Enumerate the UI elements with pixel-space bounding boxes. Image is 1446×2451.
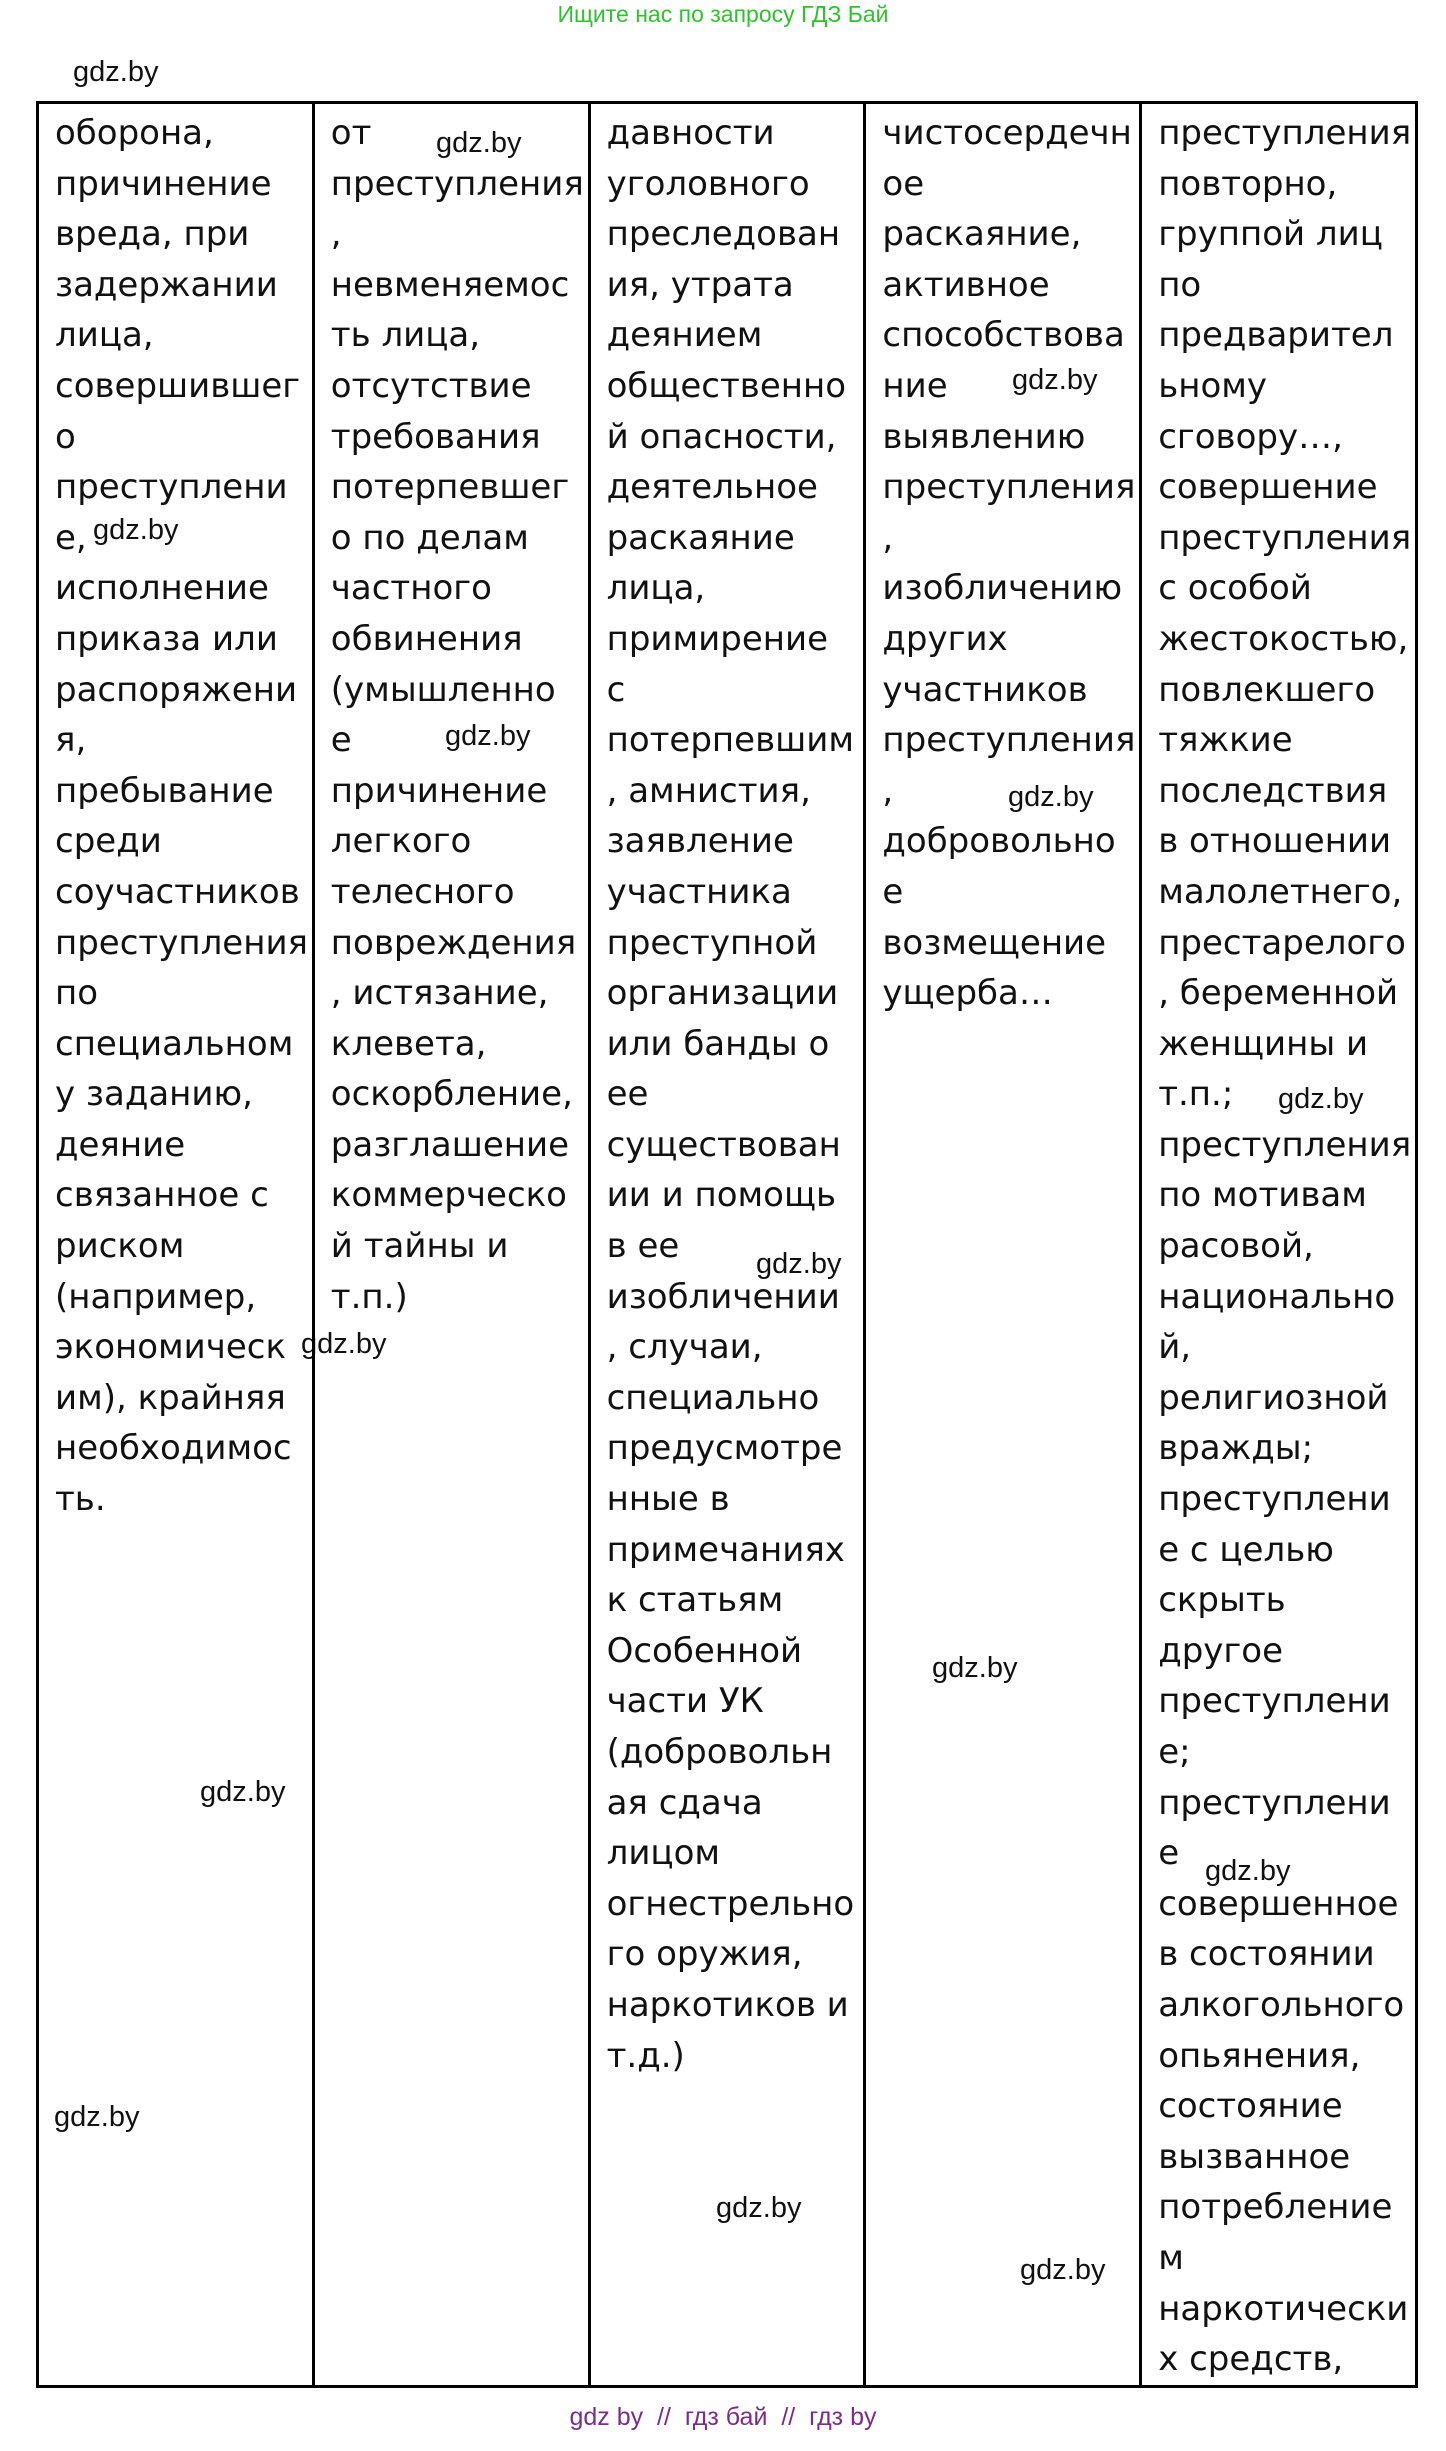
top-banner: Ищите нас по запросу ГДЗ Бай (557, 1, 889, 27)
cell-text-line: причинение (55, 163, 272, 204)
cell-text-line: исполнение (55, 568, 269, 609)
cell-text-line: ть. (55, 1479, 106, 1520)
cell-text-line: им), крайняя (55, 1377, 286, 1418)
cell-text-line: лицом (606, 1833, 721, 1874)
cell-text-line: о (55, 416, 76, 457)
cell-text-line: преступлени (1158, 1479, 1391, 1520)
cell-text-line: , истязание, (330, 973, 549, 1014)
cell-text-line: (умышленно (330, 669, 556, 710)
cell-text-line: вреда, при (55, 214, 250, 255)
cell-text-line: оскорбление, (330, 1074, 573, 1115)
cell-text-line: способствова (882, 315, 1125, 356)
cell-text-line: совершенное (1158, 1883, 1399, 1924)
cell-text-line: с (606, 669, 626, 710)
cell-text-line: части УК (606, 1681, 764, 1722)
cell-text-line: преступления (1158, 113, 1412, 153)
watermark: gdz.by (1008, 781, 1094, 813)
watermark: gdz.by (716, 2192, 802, 2224)
cell-text-line: другое (1158, 1630, 1283, 1671)
cell-text-line: , амнистия, (606, 770, 811, 811)
cell-text-line: преступлени (1158, 1782, 1391, 1823)
cell-text-line: (добровольн (606, 1732, 833, 1772)
cell-text-line: активное (882, 264, 1050, 305)
cell-text-line: специально (606, 1377, 820, 1418)
cell-text-line: по мотивам (1158, 1175, 1367, 1216)
cell-text-line: опьянения, (1158, 2035, 1361, 2076)
cell-text-line: я, (55, 720, 87, 761)
cell-text-line: причинение (330, 770, 548, 811)
cell-text-line: о по делам (330, 517, 529, 558)
table-cell-3 (589, 103, 865, 2387)
cell-text-line: ая сдача (606, 1782, 763, 1823)
cell-text-line: клевета, (330, 1023, 487, 1064)
cell-text-line: примечаниях (606, 1529, 845, 1570)
cell-text-line: легкого (330, 821, 472, 862)
cell-text-line: малолетнего, (1158, 871, 1403, 912)
cell-text-line: или банды о (606, 1023, 830, 1064)
cell-text-line: изобличении (606, 1276, 840, 1317)
cell-text-line: приказа или (55, 618, 278, 659)
cell-text-line: выявлению (882, 416, 1086, 457)
cell-text-line: необходимос (55, 1428, 292, 1469)
cell-text-line: раскаяние, (882, 214, 1082, 255)
cell-text-line: жестокостью, (1158, 618, 1409, 659)
cell-text-line: е с целью (1158, 1529, 1334, 1570)
cell-text-line: обвинения (330, 618, 523, 659)
cell-text-line: сговору…, (1158, 416, 1343, 457)
cell-text-line: задержании (55, 264, 278, 305)
cell-text-line: в отношении (1158, 821, 1392, 862)
cell-text-line: е (330, 720, 352, 761)
cell-text-line: предварител (1158, 315, 1394, 356)
table-cell-5 (1141, 103, 1417, 2387)
cell-text-line: общественно (606, 365, 847, 406)
cell-text-line: й тайны и (330, 1226, 509, 1267)
cell-text-line: огнестрельно (606, 1883, 855, 1924)
cell-text-line: преступной (606, 922, 818, 963)
cell-text-line: (например, (55, 1276, 257, 1317)
cell-text-line: преступления (330, 163, 584, 204)
cell-text-line: национально (1158, 1276, 1396, 1317)
cell-text-line: по (55, 973, 99, 1014)
cell-text-line: деяние (55, 1124, 186, 1165)
cell-text-line: пребывание (55, 770, 274, 811)
cell-text-line: й опасности, (606, 416, 837, 457)
cell-text-line: ое (882, 163, 925, 204)
table-cell-1 (38, 103, 314, 2387)
cell-text-line: участников (882, 669, 1088, 710)
answer-table (36, 101, 1418, 2388)
cell-text-line: Особенной (606, 1630, 803, 1671)
cell-text-line: ьному (1158, 365, 1268, 406)
cell-text-line: ние (882, 365, 948, 406)
cell-text-line: ии и помощь (606, 1175, 837, 1216)
footer-links: gdz by // гдз бай // гдз by (569, 2403, 877, 2431)
cell-text-line: раскаяние (606, 517, 795, 558)
cell-text-line: деянием (606, 315, 763, 356)
cell-text-line: преследован (606, 214, 841, 255)
cell-text-line: лица, (55, 315, 154, 356)
cell-text-line: последствия (1158, 770, 1388, 811)
cell-text-line: религиозной (1158, 1377, 1389, 1418)
cell-text-line: е (1158, 1833, 1180, 1874)
cell-text-line: преступления (1158, 1124, 1412, 1165)
cell-text-line: риском (55, 1226, 185, 1267)
cell-text-line: го оружия, (606, 1934, 803, 1975)
cell-text-line: изобличению (882, 568, 1123, 609)
watermark: gdz.by (93, 514, 179, 546)
watermark: gdz.by (54, 2101, 140, 2133)
watermark: gdz.by (1205, 1855, 1291, 1887)
cell-text-line: давности (606, 113, 775, 153)
watermark: gdz.by (1012, 364, 1098, 396)
cell-text-line: потерпевшим (606, 720, 854, 761)
cell-text-line: отсутствие (330, 365, 532, 406)
cell-text-line: преступления (1158, 517, 1412, 558)
cell-text-line: потребление (1158, 2187, 1393, 2228)
cell-text-line: нные в (606, 1479, 730, 1520)
cell-text-line: преступления (55, 922, 309, 963)
cell-text-line: , (882, 770, 894, 811)
cell-text-line: , (882, 517, 894, 558)
watermark: gdz.by (1020, 2254, 1106, 2286)
cell-text-line: распоряжени (55, 669, 298, 710)
cell-text-line: в ее (606, 1226, 680, 1267)
cell-text-line: , (330, 214, 342, 255)
cell-text-line: уголовного (606, 163, 810, 204)
cell-text-line: требования (330, 416, 541, 457)
table-cell-4 (865, 103, 1141, 2387)
cell-text-line: , беременной (1158, 973, 1399, 1014)
cell-text-line: преступлени (1158, 1681, 1391, 1722)
table-cell-2 (313, 103, 589, 2387)
cell-text-line: лица, (606, 568, 706, 609)
cell-text-line: предусмотре (606, 1428, 843, 1469)
cell-text-line: других (882, 618, 1008, 659)
cell-text-line: среди (55, 821, 162, 862)
cell-text-line: в состоянии (1158, 1934, 1375, 1975)
cell-text-line: ия, утрата (606, 264, 794, 305)
cell-text-line: невменяемос (330, 264, 570, 305)
cell-text-line: с особой (1158, 568, 1312, 609)
cell-text-line: ее (606, 1074, 649, 1115)
cell-text-line: потерпевшег (330, 467, 570, 508)
watermark: gdz.by (445, 720, 531, 752)
cell-text-line: участника (606, 871, 792, 912)
watermark: gdz.by (73, 56, 159, 88)
watermark: gdz.by (436, 127, 522, 159)
cell-text-line: существован (606, 1124, 841, 1165)
cell-text-line: расовой, (1158, 1226, 1314, 1267)
cell-text-line: алкогольного (1158, 1984, 1405, 2025)
cell-text-line: х средств, (1158, 2339, 1344, 2380)
cell-text-line: , случаи, (606, 1327, 763, 1368)
cell-text-line: возмещение (882, 922, 1107, 963)
cell-text-line: у заданию, (55, 1074, 253, 1115)
watermark: gdz.by (1278, 1083, 1364, 1115)
cell-text-line: скрыть (1158, 1580, 1286, 1621)
cell-text-line: связанное с (55, 1175, 269, 1216)
watermark: gdz.by (756, 1248, 842, 1280)
cell-text-line: т.д.) (606, 2035, 685, 2076)
watermark: gdz.by (301, 1328, 387, 1360)
cell-text-line: коммерческо (330, 1175, 567, 1216)
cell-text-line: наркотиков и (606, 1984, 849, 2025)
cell-text-line: совершившег (55, 365, 301, 406)
cell-text-line: т.п.; (1158, 1074, 1234, 1115)
cell-text-line: соучастников (55, 871, 300, 912)
cell-text-line: оборона, (55, 113, 214, 153)
cell-text-line: примирение (606, 618, 828, 659)
cell-text-line: е, (55, 517, 87, 558)
cell-text-line: престарелого (1158, 922, 1406, 963)
cell-text-line: е (882, 871, 904, 912)
cell-text-line: телесного (330, 871, 515, 912)
cell-text-line: состояние (1158, 2086, 1343, 2127)
cell-text-line: ть лица, (330, 315, 481, 356)
cell-text-line: преступлени (55, 467, 288, 508)
cell-text-line: преступления (882, 467, 1136, 508)
table-row (38, 103, 1417, 2387)
cell-text-line: деятельное (606, 467, 818, 508)
cell-text-line: наркотически (1158, 2288, 1409, 2329)
cell-text-line: повреждения (330, 922, 577, 963)
cell-text-line: тяжкие (1158, 720, 1293, 761)
cell-text-line: от (330, 113, 372, 153)
cell-text-line: т.п.) (330, 1276, 408, 1317)
cell-text-line: по (1158, 264, 1202, 305)
cell-text-line: преступления (882, 720, 1136, 761)
cell-text-line: организации (606, 973, 839, 1014)
cell-text-line: разглашение (330, 1124, 569, 1165)
cell-text-line: заявление (606, 821, 794, 862)
cell-text-line: к статьям (606, 1580, 784, 1621)
cell-text-line: добровольно (882, 821, 1116, 862)
cell-text-line: чистосердечн (882, 113, 1132, 153)
cell-text-line: экономическ (55, 1327, 287, 1368)
cell-text-line: й, (1158, 1327, 1192, 1368)
watermark: gdz.by (932, 1652, 1018, 1684)
cell-text-line: ущерба… (882, 973, 1053, 1014)
cell-text-line: вражды; (1158, 1428, 1314, 1469)
watermark: gdz.by (200, 1776, 286, 1808)
cell-text-line: специальном (55, 1023, 294, 1064)
cell-text-line: повлекшего (1158, 669, 1376, 710)
cell-text-line: е; (1158, 1732, 1191, 1772)
cell-text-line: совершение (1158, 467, 1378, 508)
cell-text-line: повторно, (1158, 163, 1338, 204)
cell-text-line: м (1158, 2237, 1184, 2278)
cell-text-line: частного (330, 568, 492, 609)
cell-text-line: группой лиц (1158, 214, 1383, 255)
cell-text-line: вызванное (1158, 2136, 1351, 2177)
cell-text-line: женщины и (1158, 1023, 1369, 1064)
